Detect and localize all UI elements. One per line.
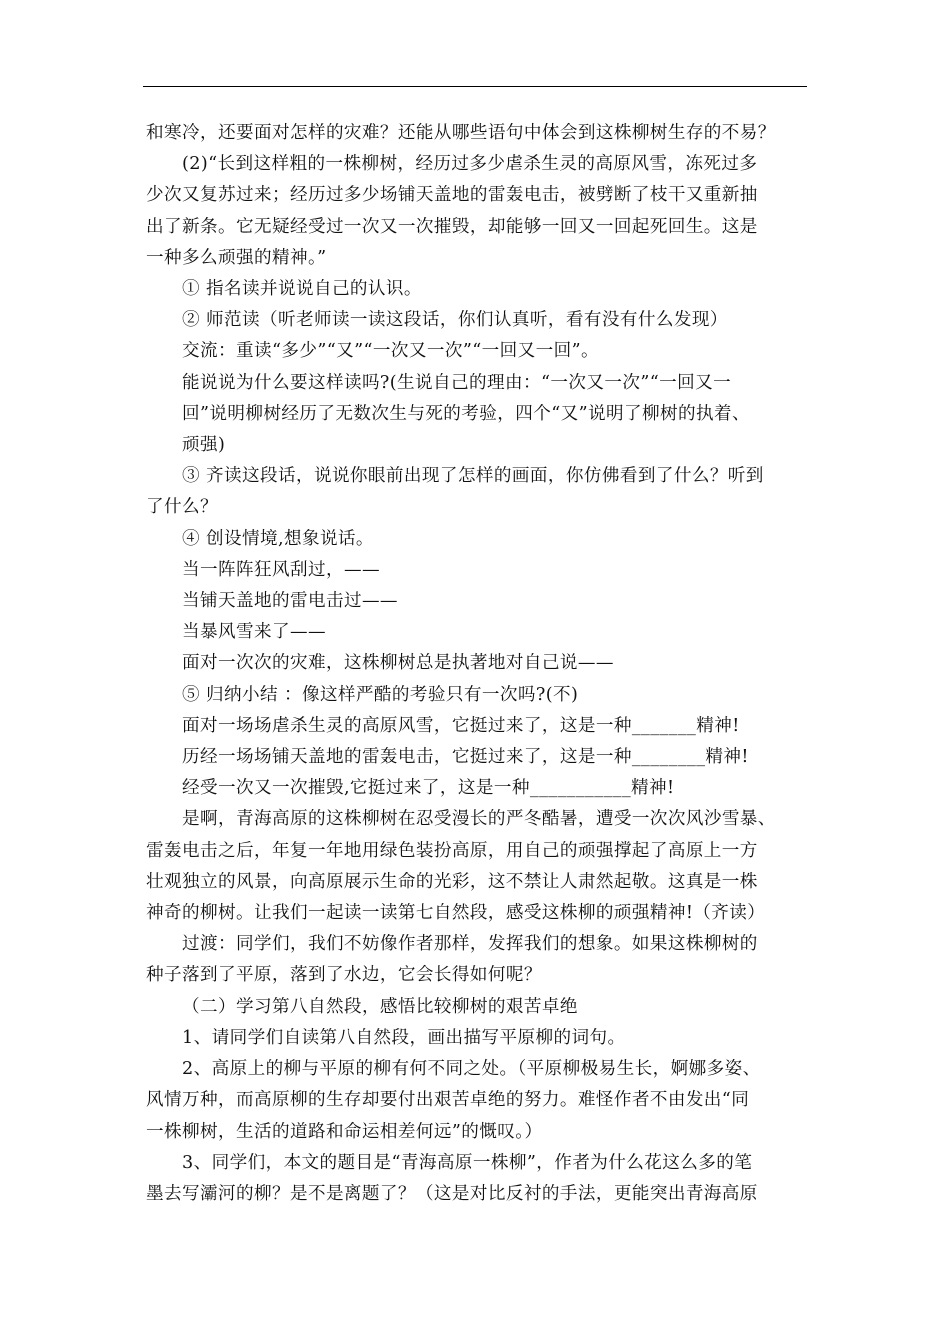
text-line: 2、高原上的柳与平原的柳有何不同之处。（平原柳极易生长，婀娜多姿、 — [182, 1059, 761, 1080]
text-line: 面对一场场虐杀生灵的高原风雪，它挺过来了，这是一种_______精神! — [182, 715, 740, 736]
text-line: 当暴风雪来了—— — [182, 622, 326, 643]
text-line: ④ 创设情境,想象说话。 — [182, 528, 374, 549]
text-line: 历经一场场铺天盖地的雷轰电击，它挺过来了，这是一种________精神! — [182, 747, 749, 768]
text-line: 当一阵阵狂风刮过，—— — [182, 559, 380, 580]
text-line: （二）学习第八自然段，感悟比较柳树的艰苦卓绝 — [182, 996, 578, 1017]
text-line: 墨去写灞河的柳？是不是离题了？（这是对比反衬的手法，更能突出青海高原 — [146, 1183, 758, 1204]
text-line: 交流：重读“多少”“又”“一次又一次”“一回又一回”。 — [182, 341, 600, 362]
text-line: 1、请同学们自读第八自然段，画出描写平原柳的词句。 — [182, 1027, 626, 1048]
text-line: 一株柳树，生活的道路和命运相差何远”的慨叹。） — [146, 1121, 543, 1142]
text-line: 一种多么顽强的精神。” — [146, 247, 327, 268]
text-line: 回”说明柳树经历了无数次生与死的考验，四个“又”说明了柳树的执着、 — [182, 403, 750, 424]
text-line: 少次又复苏过来；经历过多少场铺天盖地的雷轰电击，被劈断了枝干又重新抽 — [146, 185, 758, 206]
text-line: 3、同学们，本文的题目是“青海高原一株柳”，作者为什么花这么多的笔 — [182, 1152, 753, 1173]
text-line: 是啊，青海高原的这株柳树在忍受漫长的严冬酷暑，遭受一次次风沙雪暴、 — [182, 809, 776, 830]
text-line: 和寒冷，还要面对怎样的灾难？还能从哪些语句中体会到这株柳树生存的不易？ — [146, 123, 776, 143]
text-line: (2)“长到这样粗的一株柳树，经历过多少虐杀生灵的高原风雪，冻死过多 — [182, 154, 758, 175]
text-line: ⑤ 归纳小结 ：像这样严酷的考验只有一次吗?(不) — [182, 684, 579, 705]
text-line: 当铺天盖地的雷电击过—— — [182, 591, 398, 612]
text-line: 顽强) — [182, 435, 226, 456]
text-line: ③ 齐读这段话，说说你眼前出现了怎样的画面，你仿佛看到了什么？听到 — [182, 466, 764, 487]
text-line: 过渡：同学们，我们不妨像作者那样，发挥我们的想象。如果这株柳树的 — [182, 934, 758, 955]
text-line: 雷轰电击之后，年复一年地用绿色装扮高原，用自己的顽强撑起了高原上一方 — [146, 840, 758, 861]
text-line: 能说说为什么要这样读吗?(生说自己的理由：“一次又一次”“一回又一 — [182, 372, 732, 393]
header-rule — [143, 86, 807, 87]
text-line: ① 指名读并说说自己的认识。 — [182, 279, 422, 300]
text-line: 神奇的柳树。让我们一起读一读第七自然段，感受这株柳的顽强精神!（齐读） — [146, 903, 766, 924]
text-line: 种子落到了平原，落到了水边，它会长得如何呢？ — [146, 965, 542, 986]
text-line: 风情万种，而高原柳的生存却要付出艰苦卓绝的努力。难怪作者不由发出“同 — [146, 1090, 750, 1111]
document-body — [146, 118, 810, 1210]
text-line: ② 师范读（听老师读一读这段话，你们认真听，看有没有什么发现） — [182, 310, 728, 331]
text-line: 壮观独立的风景，向高原展示生命的光彩，这不禁让人肃然起敬。这真是一株 — [146, 871, 758, 892]
text-line: 了什么？ — [146, 497, 218, 518]
text-line: 出了新条。它无疑经受过一次又一次摧毁，却能够一回又一回起死回生。这是 — [146, 216, 758, 237]
text-line: 面对一次次的灾难，这株柳树总是执著地对自己说—— — [182, 653, 614, 674]
text-line: 经受一次又一次摧毁,它挺过来了，这是一种___________精神! — [182, 778, 675, 799]
